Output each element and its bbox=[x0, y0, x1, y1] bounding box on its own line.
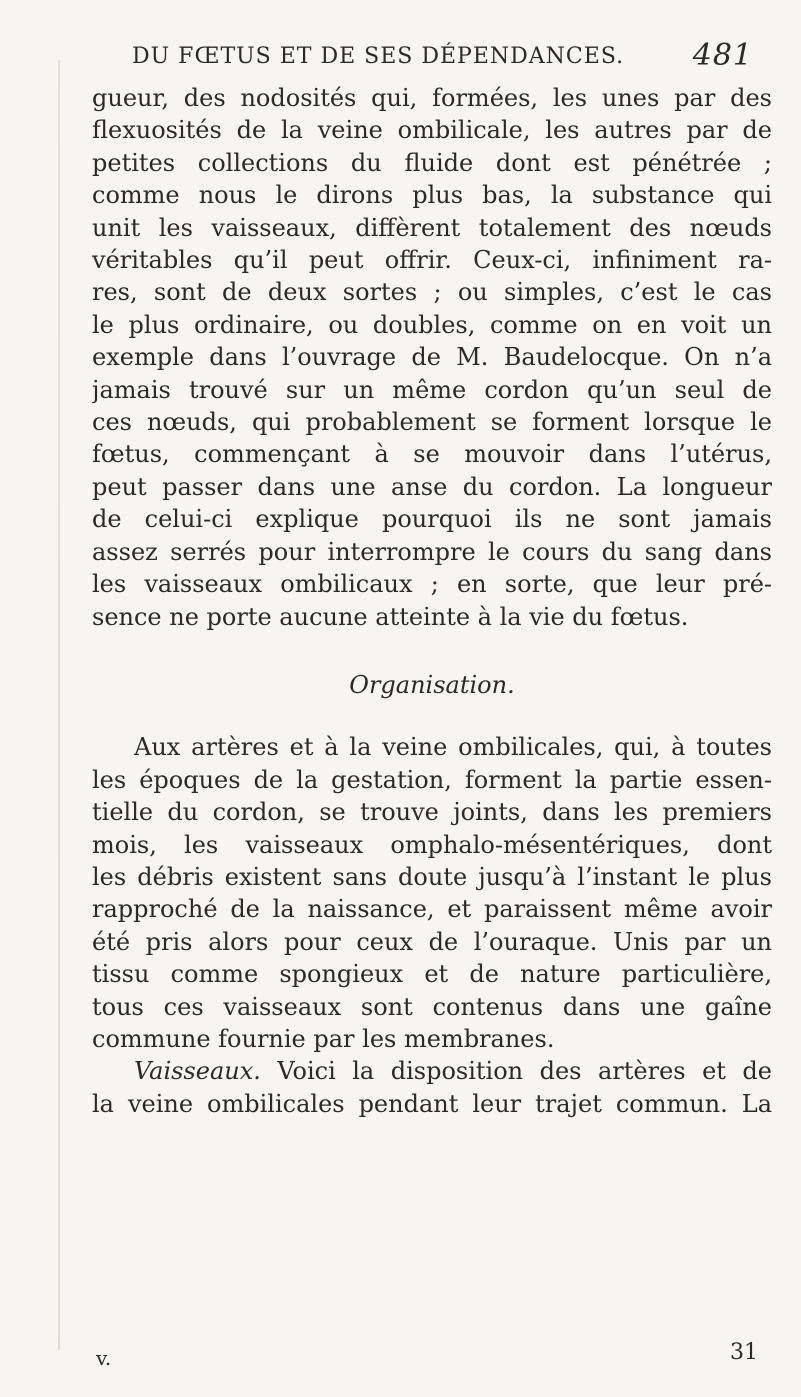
text-line: sence ne porte aucune atteinte à la vie du fœtus. bbox=[92, 602, 689, 631]
text-line-rest: Voici la disposition des artères et de bbox=[260, 1057, 772, 1086]
text-line: fœtus, commençant à se mouvoir dans l’utérus, bbox=[92, 440, 772, 469]
paragraph-3 bbox=[92, 1055, 772, 1120]
running-title: DU FŒTUS ET DE SES DÉPENDANCES. bbox=[132, 44, 625, 69]
text-line: commune fournie par les membranes. bbox=[92, 1024, 555, 1053]
text-line: flexuosités de la veine ombilicale, les autres par de bbox=[92, 116, 772, 145]
text-line bbox=[92, 1055, 772, 1087]
text-line: comme nous le dirons plus bas, la substance qui bbox=[92, 181, 772, 210]
text-line: unit les vaisseaux, diffèrent totalement des nœuds bbox=[92, 213, 772, 242]
page-number: 481 bbox=[692, 38, 753, 73]
text-line: de celui-ci explique pourquoi ils ne sont jamais bbox=[92, 505, 772, 534]
text-line: la veine ombilicales pendant leur trajet commun. La bbox=[92, 1089, 772, 1118]
body-text bbox=[92, 82, 772, 1120]
text-line: petites collections du fluide dont est pénétrée ; bbox=[92, 148, 772, 177]
text-line: été pris alors pour ceux de l’ouraque. Unis par un bbox=[92, 927, 772, 956]
text-line: peut passer dans une anse du cordon. La longueur bbox=[92, 472, 772, 501]
text-line: les débris existent sans doute jusqu’à l’instant le plus bbox=[92, 862, 772, 891]
text-line: gueur, des nodosités qui, formées, les unes par des bbox=[92, 84, 772, 112]
text-line: assez serrés pour interrompre le cours du sang dans bbox=[92, 537, 772, 566]
text-line: tissu comme spongieux et de nature particulière, bbox=[92, 960, 772, 989]
signature-number: 31 bbox=[730, 1340, 758, 1365]
binding-gutter bbox=[58, 60, 60, 1350]
text-line: véritables qu’il peut offrir. Ceux-ci, infiniment ra- bbox=[92, 246, 772, 275]
section-heading: Organisation. bbox=[349, 670, 515, 699]
text-line: jamais trouvé sur un même cordon qu’un seul de bbox=[92, 375, 772, 404]
text-line: mois, les vaisseaux omphalo-mésentériques, dont bbox=[92, 830, 772, 859]
text-line: les vaisseaux ombilicaux ; en sorte, que leur pré- bbox=[92, 570, 772, 599]
text-line: tielle du cordon, se trouve joints, dans les premiers bbox=[92, 798, 772, 827]
text-line: le plus ordinaire, ou doubles, comme on en voit un bbox=[92, 310, 772, 339]
paragraph-1 bbox=[92, 82, 772, 633]
signature-mark: v. bbox=[96, 1346, 112, 1370]
paragraph-2 bbox=[92, 731, 772, 1055]
run-in-heading: Vaisseaux. bbox=[134, 1057, 261, 1086]
text-line: rapproché de la naissance, et paraissent même avoir bbox=[92, 895, 772, 924]
text-line: exemple dans l’ouvrage de M. Baudelocque. On n’a bbox=[92, 343, 772, 372]
text-line: ces nœuds, qui probablement se forment lorsque le bbox=[92, 408, 772, 437]
text-line: Aux artères et à la veine ombilicales, qui, à toutes bbox=[134, 733, 772, 762]
text-line: les époques de la gestation, forment la partie essen- bbox=[92, 765, 772, 794]
text-line: res, sont de deux sortes ; ou simples, c’est le cas bbox=[92, 278, 772, 307]
text-line: tous ces vaisseaux sont contenus dans une gaîne bbox=[92, 992, 772, 1021]
